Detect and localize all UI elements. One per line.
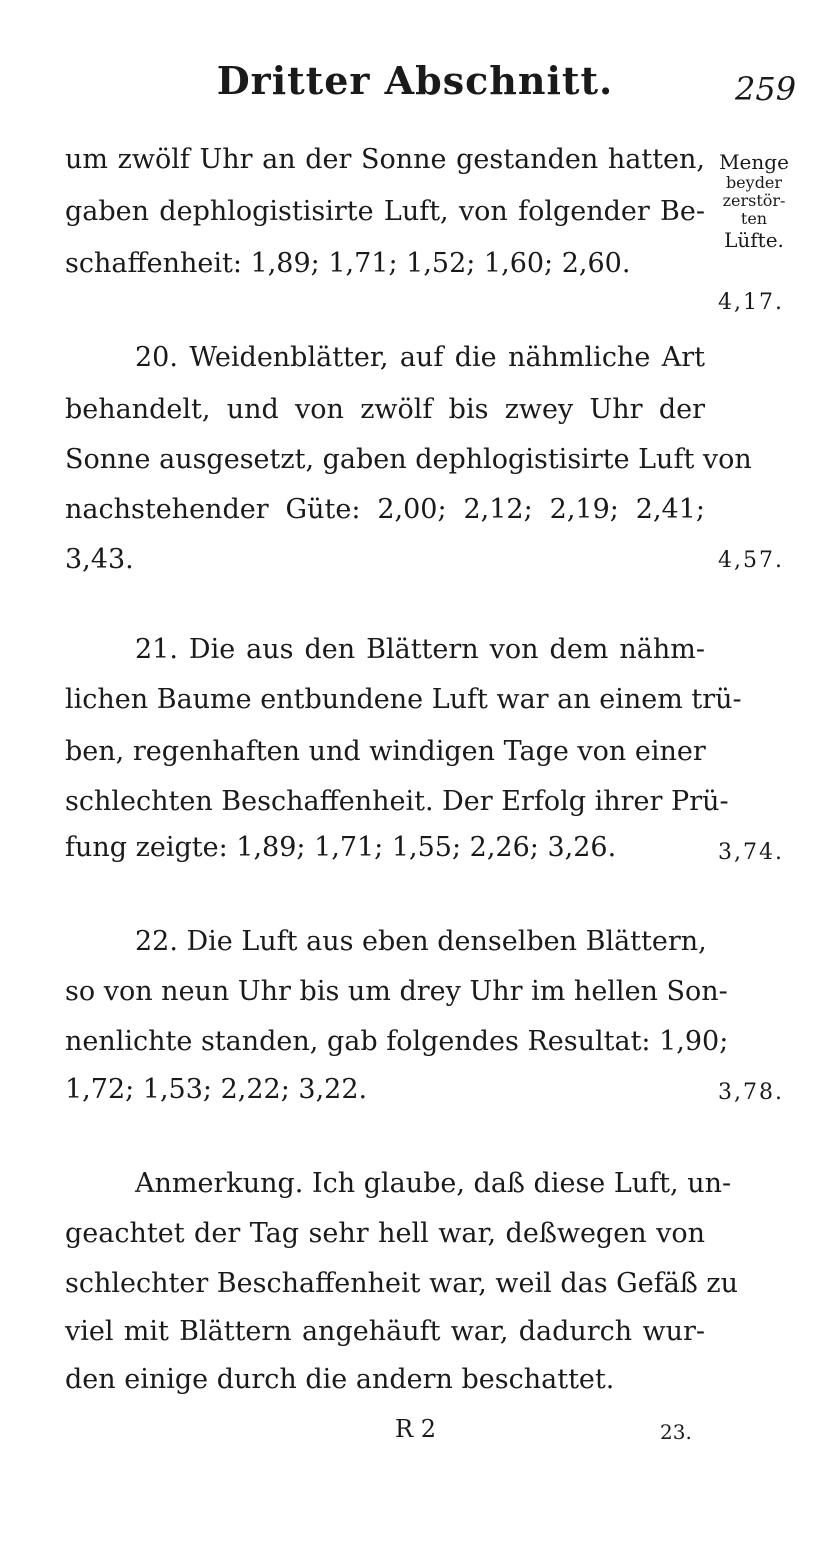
text-line: 21. Die aus den Blättern von dem nähm- (135, 634, 705, 665)
signature-mark: R 2 (395, 1415, 436, 1443)
margin-heading-line: zerstör- (722, 191, 786, 210)
text-line: ben, regenhaften und windigen Tage von einer (65, 736, 706, 767)
text-line: 1,72; 1,53; 2,22; 3,22. (65, 1074, 368, 1105)
text-line: schlechten Beschaffenheit. Der Erfolg ihrer Prü- (65, 786, 729, 817)
text-line: fung zeigte: 1,89; 1,71; 1,55; 2,26; 3,26. (65, 832, 617, 863)
text-line: gaben dephlogistisirte Luft, von folgender Be- (65, 196, 705, 227)
margin-heading (708, 150, 800, 252)
page-number: 259 (735, 70, 797, 108)
catchword: 23. (660, 1420, 692, 1444)
text-line: um zwölf Uhr an der Sonne gestanden hatten, (65, 144, 705, 175)
text-line: den einige durch die andern beschattet. (65, 1364, 615, 1395)
margin-value: 4,17. (718, 290, 784, 315)
text-line: schaffenheit: 1,89; 1,71; 1,52; 1,60; 2,60. (65, 248, 631, 279)
margin-heading-line: Lüfte. (724, 228, 784, 252)
running-head: Dritter Abschnitt. (216, 58, 614, 103)
margin-value: 3,78. (718, 1080, 784, 1105)
text-line: 20. Weidenblätter, auf die nähmliche Art (135, 342, 705, 373)
margin-value: 3,74. (718, 840, 784, 865)
margin-heading-line: ten (740, 209, 768, 228)
margin-value: 4,57. (718, 548, 784, 573)
text-line: behandelt, und von zwölf bis zwey Uhr der (65, 394, 705, 425)
margin-heading-line: beyder (725, 173, 783, 192)
text-line: 3,43. (65, 544, 134, 575)
text-line: Sonne ausgesetzt, gaben dephlogistisirte Luft von (65, 444, 752, 475)
text-line: 22. Die Luft aus eben denselben Blättern, (135, 926, 707, 957)
margin-heading-line: Menge (719, 150, 789, 174)
text-line: so von neun Uhr bis um drey Uhr im hellen Son- (65, 976, 728, 1007)
text-line: nachstehender Güte: 2,00; 2,12; 2,19; 2,41; (65, 494, 705, 525)
text-line: Anmerkung. Ich glaube, daß diese Luft, un- (135, 1168, 732, 1199)
text-line: schlechter Beschaffenheit war, weil das Gefäß zu (65, 1268, 739, 1299)
text-line: viel mit Blättern angehäuft war, dadurch wur- (65, 1316, 705, 1347)
text-line: nenlichte standen, gab folgendes Resultat: 1,90; (65, 1026, 729, 1057)
text-line: lichen Baume entbundene Luft war an einem trü- (65, 684, 742, 715)
text-line: geachtet der Tag sehr hell war, deßwegen von (65, 1218, 705, 1249)
